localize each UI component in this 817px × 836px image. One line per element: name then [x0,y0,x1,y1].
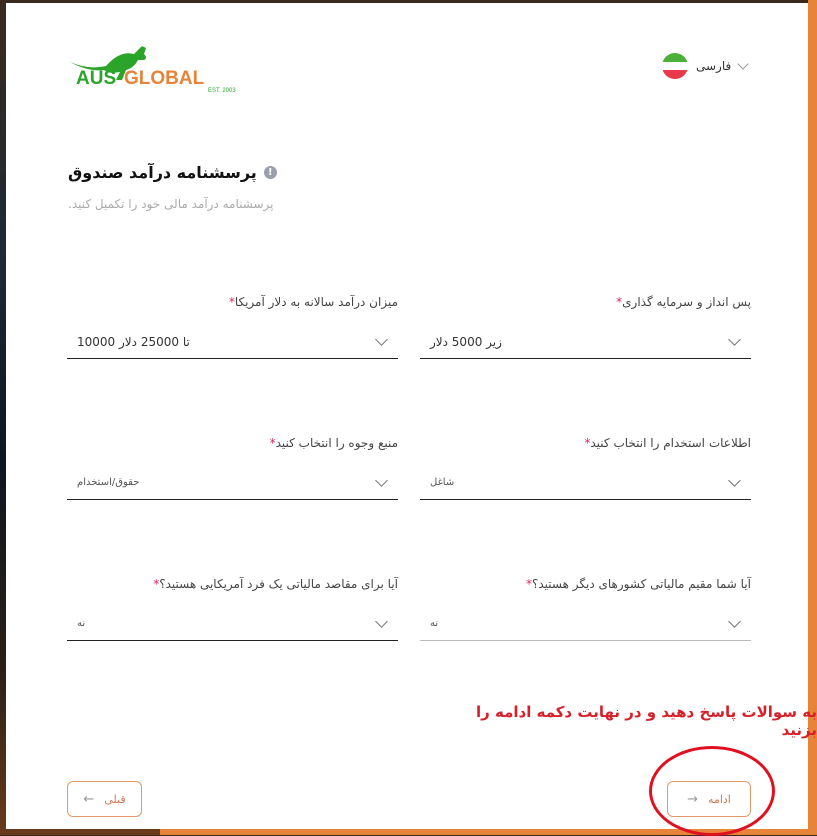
svg-text:EST. 2003: EST. 2003 [208,88,236,94]
employment-select[interactable] [420,466,751,500]
chevron-down-icon [728,333,741,346]
employment-field [420,436,751,500]
savings-field [420,295,751,359]
iran-flag-icon [662,53,688,79]
svg-text:AUS: AUS [76,68,117,89]
required-mark: * [153,577,160,591]
source-of-funds-field [67,436,398,500]
selected-value: نه [77,618,86,629]
required-mark: * [584,436,591,450]
annual-income-field [67,295,398,359]
field-label: پس انداز و سرمایه گذاری [622,295,751,309]
source-of-funds-select[interactable] [67,466,398,500]
language-label: فارسی [696,59,732,73]
previous-label: قبلی [104,792,126,806]
field-label: آیا شما مقیم مالیاتی کشورهای دیگر هستید؟ [532,577,751,591]
annual-income-select[interactable] [67,325,398,359]
continue-button[interactable] [667,781,751,817]
chevron-down-icon [738,58,749,69]
selected-value: تا 25000 دلار 10000 [77,334,190,349]
svg-text:GLOBAL: GLOBAL [124,68,205,89]
other-tax-residency-select[interactable] [420,607,751,641]
required-mark: * [269,436,276,450]
chevron-down-icon [375,474,388,487]
selected-value: شاغل [430,477,455,488]
language-selector[interactable] [662,53,747,79]
page-title: پرسشنامه درآمد صندوق [68,163,257,182]
field-label: اطلاعات استخدام را انتخاب کنید [590,436,751,450]
us-tax-person-field [67,577,398,641]
required-mark: * [526,577,532,591]
instruction-annotation: به سوالات پاسخ دهید و در نهایت دکمه ادامه را بزنید [475,703,817,739]
savings-select[interactable] [420,325,751,359]
previous-button[interactable] [67,781,142,817]
chevron-down-icon [375,333,388,346]
field-label: منبع وجوه را انتخاب کنید [275,436,398,450]
selected-value: نه [430,618,439,629]
arrow-left-icon: ← [83,791,95,807]
arrow-right-icon: → [687,791,699,807]
continue-label: ادامه [708,792,731,806]
other-tax-residency-field [420,577,751,641]
selected-value: زیر 5000 دلار [430,334,502,349]
background-edge [160,829,817,835]
selected-value: حقوق/استخدام [77,477,140,488]
field-label: میزان درآمد سالانه به دلار آمریکا [234,295,398,309]
required-mark: * [228,295,235,309]
required-mark: * [616,295,623,309]
field-label: آیا برای مقاصد مالیاتی یک فرد آمریکایی هستید؟ [159,577,398,591]
info-icon[interactable]: ! [264,166,277,179]
chevron-down-icon [728,474,741,487]
aus-global-logo [68,40,243,95]
chevron-down-icon [375,615,388,628]
chevron-down-icon [728,615,741,628]
us-tax-person-select[interactable] [67,607,398,641]
page-subtitle: پرسشنامه درآمد مالی خود را تکمیل کنید. [68,197,274,211]
